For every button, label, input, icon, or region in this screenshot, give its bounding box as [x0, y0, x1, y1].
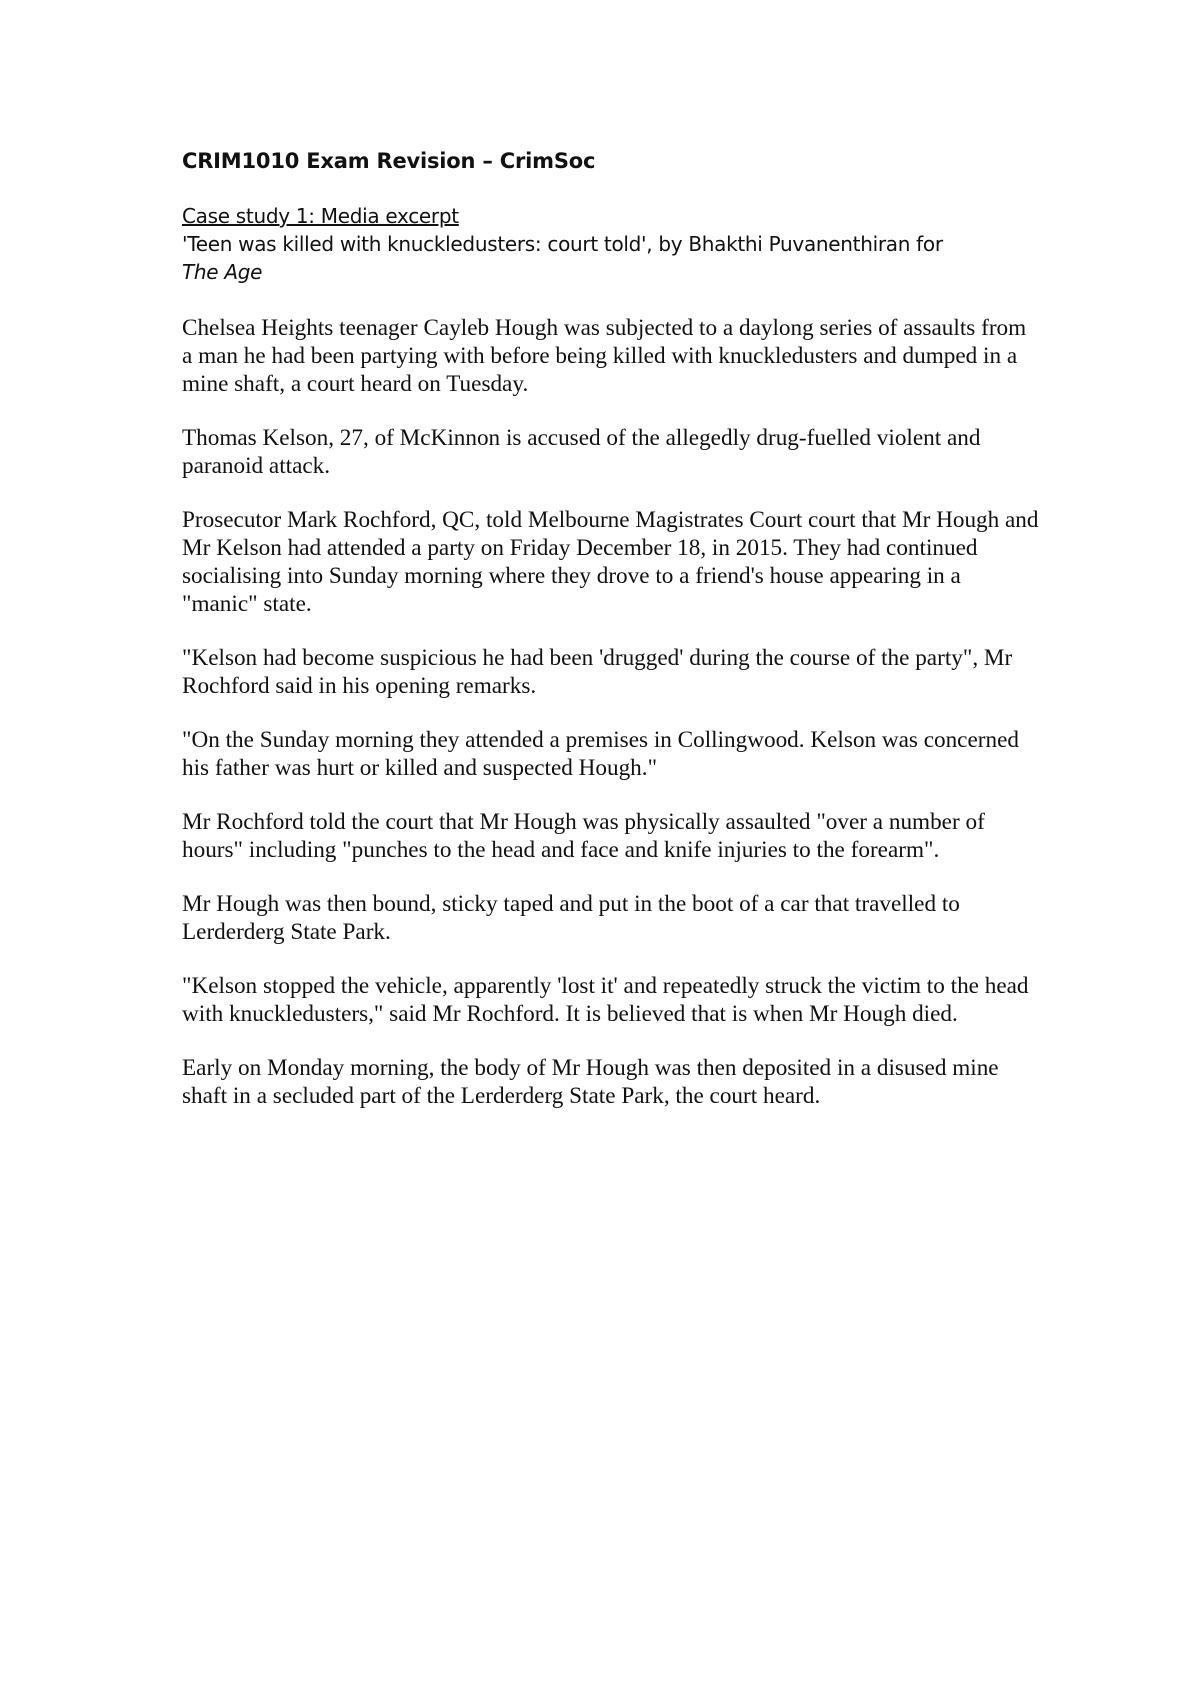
document-content — [182, 146, 1042, 1136]
case-study-header — [182, 202, 1042, 286]
article-publication: The Age — [182, 260, 263, 284]
paragraph: "On the Sunday morning they attended a premises in Collingwood. Kelson was concerned his father was hurt or killed and suspected Hough." — [182, 727, 1019, 781]
paragraph: Thomas Kelson, 27, of McKinnon is accused of the allegedly drug-fuelled violent and paranoid attack. — [182, 425, 981, 479]
article-reference-text: 'Teen was killed with knuckledusters: court told', by Bhakthi Puvanenthiran for — [182, 232, 943, 256]
paragraph: Mr Rochford told the court that Mr Hough was physically assaulted "over a number of hours" including "punches to the head and face and knife injuries to the forearm". — [182, 809, 985, 863]
case-study-heading: Case study 1: Media excerpt — [182, 204, 459, 228]
paragraph: Early on Monday morning, the body of Mr Hough was then deposited in a disused mine shaft in a secluded part of the Lerderderg State Park, the court heard. — [182, 1055, 999, 1109]
paragraph: "Kelson stopped the vehicle, apparently 'lost it' and repeatedly struck the victim to the head with knuckledusters," said Mr Rochford. It is believed that is when Mr Hough died. — [182, 973, 1029, 1027]
paragraph: Chelsea Heights teenager Cayleb Hough was subjected to a daylong series of assaults from a man he had been partying with before being killed with knuckledusters and dumped in a mine shaft, a court heard on Tuesday. — [182, 315, 1027, 397]
paragraph: Mr Hough was then bound, sticky taped and put in the boot of a car that travelled to Lerderderg State Park. — [182, 891, 960, 945]
article-reference — [182, 230, 1042, 286]
paragraph: Prosecutor Mark Rochford, QC, told Melbourne Magistrates Court court that Mr Hough and Mr Kelson had attended a party on Friday December 18, in 2015. They had continued socialising into Sunday morning where they drove to a friend's house appearing in a "manic" state. — [182, 507, 1039, 617]
document-title: CRIM1010 Exam Revision – CrimSoc — [182, 149, 596, 173]
paragraph: "Kelson had become suspicious he had been 'drugged' during the course of the party", Mr Rochford said in his opening remarks. — [182, 645, 1013, 699]
